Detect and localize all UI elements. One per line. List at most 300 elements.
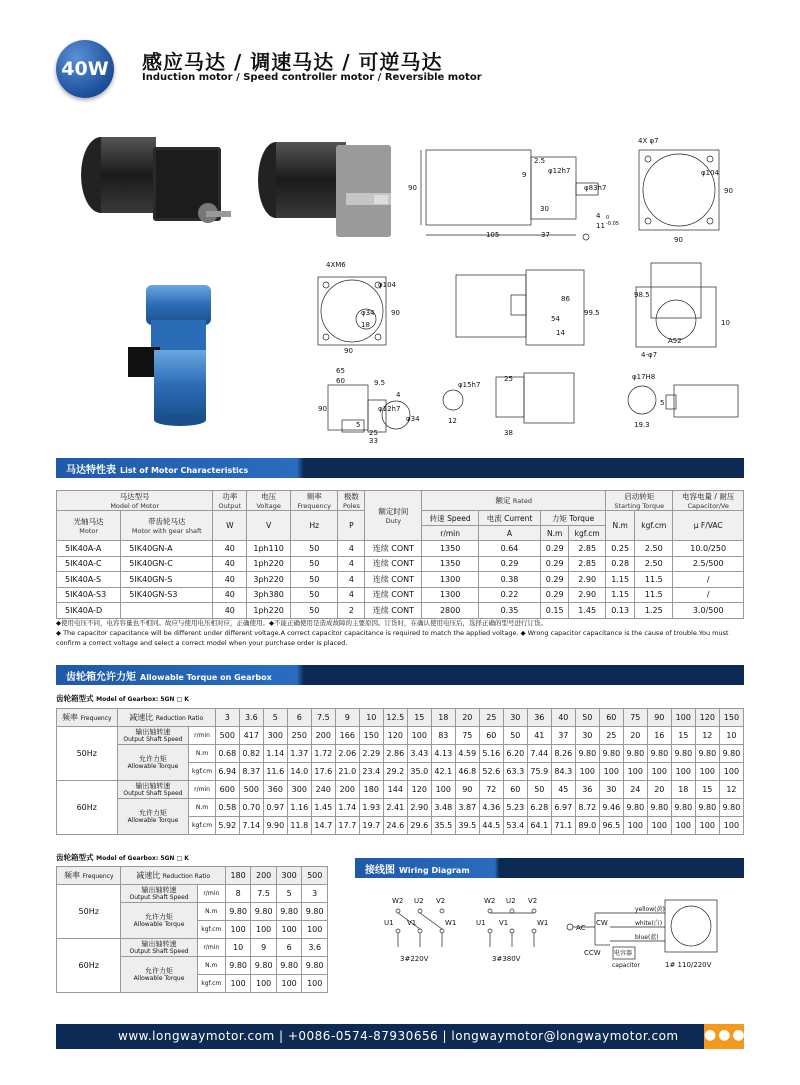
motor-side-drawing [421,150,598,235]
d1-30: 30 [540,205,549,213]
gearbox-value: 100 [599,763,623,781]
unit-cell: N.m [197,957,225,975]
gearbox-value: 1.74 [335,799,359,817]
gearbox-value: 100 [671,817,695,835]
gearbox-value: 75 [455,727,479,745]
gearbox-value: 30 [599,781,623,799]
motor-cell-hz: 50 [290,603,338,619]
motor-cell-cap: 10.0/250 [673,541,744,557]
motor-cell-nm: 0.29 [541,541,569,557]
gearbox-value: 15 [671,727,695,745]
unit-cell: r/min [189,781,216,799]
gearbox-value: 53.4 [503,817,527,835]
torque-label: 允许力矩 Allowable Torque [117,799,189,835]
gearbox-value: 2.06 [335,745,359,763]
motor-cell-cap: / [673,587,744,603]
motor-cell-snm: 1.15 [606,587,635,603]
gearbox-value: 2.29 [359,745,383,763]
speed-label: 输出轴转速 Output Shaft Speed [117,727,189,745]
page-title: 感应马达 / 调速马达 / 可逆马达 [142,50,443,74]
motor-cell-duty: 连续 CONT [365,541,422,557]
w-yellow: yellow(黄) [635,906,665,913]
motor-cell-w: 40 [213,572,247,588]
motor-cell-p: 4 [338,556,365,572]
gearbox-row [57,781,744,799]
gearbox-value: 46.8 [455,763,479,781]
gearbox-table-2 [56,866,328,993]
d1-37: 37 [541,231,550,239]
unit-cell: N.m [189,745,216,763]
d4-86: 86 [561,295,570,303]
motor-cell-cap: 2.5/500 [673,556,744,572]
gearbox-value: 200 [335,781,359,799]
gearbox-value: 100 [719,763,743,781]
gearbox-value: 100 [671,763,695,781]
speed-label: 输出轴转速 Output Shaft Speed [121,939,197,957]
gearbox-value: 2.41 [383,799,407,817]
motor-cell-speed: 2800 [422,603,479,619]
gearbox-value: 3.48 [431,799,455,817]
w-v2b: V2 [528,897,538,905]
motor-cell-duty: 连续 CONT [365,603,422,619]
motor-cell-nm: 0.29 [541,572,569,588]
motor-row [57,541,744,557]
gearbox-value: 180 [359,781,383,799]
d5-hole: 4-φ7 [641,351,658,359]
w-u2: U2 [414,897,424,905]
gearbox-value: 100 [276,975,302,993]
torque-label: 允许力矩 Allowable Torque [117,745,189,781]
gearbox-value: 1.14 [263,745,287,763]
motor-cell-cap: 3.0/500 [673,603,744,619]
d1-tol0: 0 [606,215,610,221]
motor-cell-w: 40 [213,556,247,572]
gearbox-value: 166 [335,727,359,745]
gearbox-value: 2.90 [407,799,431,817]
torque-label: 允许力矩 Allowable Torque [121,903,197,939]
gearbox-row [57,745,744,763]
d6-p34: φ34 [406,415,420,423]
unit-cell: N.m [197,903,225,921]
gearbox-value: 300 [263,727,287,745]
gearbox-value: 75.9 [527,763,551,781]
w-cap-cn: 电容器 [614,950,633,957]
unit-cell: N.m [189,799,216,817]
gearbox-value: 5.16 [479,745,503,763]
gearbox-value: 0.70 [239,799,263,817]
unit-rmin: r/min [422,526,479,541]
motor-cell-gear: 5IK40GN-C [121,556,213,572]
d6-60: 60 [336,377,345,385]
motor-cell-skgf: 1.25 [635,603,673,619]
d2-90a: 90 [724,187,733,195]
ratio-value: 6 [287,709,311,727]
gearbox-value: 9.80 [647,799,671,817]
ratio-value: 7.5 [311,709,335,727]
w-ccw: CCW [584,949,601,957]
th-rated: 额定 Rated [422,491,606,511]
ratio-value: 30 [503,709,527,727]
motor-cell-motor: 5IK40A-S3 [57,587,121,603]
d6-5: 5 [356,421,361,429]
ratio-value: 25 [479,709,503,727]
gearbox-value: 100 [407,727,431,745]
gearbox-value: 16 [647,727,671,745]
gearbox-value: 9.80 [623,799,647,817]
gearbox-value: 45 [551,781,575,799]
gearbox-section-cn: 齿轮箱允许力矩 [66,672,136,683]
motor-cell-p: 2 [338,603,365,619]
w-u2b: U2 [506,897,516,905]
gearbox-value: 9.80 [719,745,743,763]
motor-cell-skgf: 11.5 [635,572,673,588]
th-model: 马达型号 Model of Motor [57,491,213,511]
w-white: white(白) [635,920,663,927]
gearbox-value: 9.80 [225,957,251,975]
w-220: 3#220V [400,955,429,963]
d1-25: 2.5 [534,157,546,165]
gearbox-value: 500 [215,727,239,745]
motor-cell-p: 4 [338,541,365,557]
footer-bar [56,1024,747,1049]
gearbox-value: 20 [647,781,671,799]
gearbox-table-1 [56,708,744,835]
motor-cell-current: 0.29 [478,556,540,572]
motor-cell-snm: 0.28 [606,556,635,572]
d1-tol: -0.05 [606,221,619,227]
gearbox-value: 50 [527,781,551,799]
ratio-header: 减速比 Reduction Ratio [117,709,215,727]
motor-cell-hz: 50 [290,541,338,557]
unit-skgf: kgf.cm [635,511,673,541]
gearbox-value: 29.6 [407,817,431,835]
gearbox-value: 64.1 [527,817,551,835]
w-v2: V2 [436,897,446,905]
gearbox-value: 37 [551,727,575,745]
motor-cell-motor: 5IK40A-C [57,556,121,572]
motor-cell-w: 40 [213,541,247,557]
d6-25: 25 [369,429,378,437]
motor-cell-snm: 0.13 [606,603,635,619]
speed-label: 输出轴转速 Output Shaft Speed [121,885,197,903]
motor-cell-nm: 0.29 [541,556,569,572]
gearbox-value: 4.36 [479,799,503,817]
gear-motor-photo [81,137,231,223]
motor-cell-gear: 5IK40GN-S [121,572,213,588]
wiring-cn: 接线图 [365,865,395,876]
motor-row [57,603,744,619]
gearbox-value: 500 [239,781,263,799]
gearbox-value: 72 [479,781,503,799]
motor-row [57,587,744,603]
page-subtitle: Induction motor / Speed controller motor / Reversible motor [142,72,482,83]
bore-drawing [628,385,738,417]
motor-cell-kgf: 2.90 [569,587,606,603]
motor-row [57,556,744,572]
unit-kgfcm: kgf.cm [569,526,606,541]
d1-key: 4 [596,212,601,220]
gearbox-value: 100 [695,763,719,781]
motor-cell-kgf: 2.85 [569,541,606,557]
motor-cell-v: 3ph220 [247,572,291,588]
d3-90b: 90 [344,347,353,355]
unit-snm: N.m [606,511,635,541]
gearbox-value: 14.0 [287,763,311,781]
footer-contact: www.longwaymotor.com | +0086-0574-87930656 | longwaymotor@longwaymotor.com [118,1029,679,1043]
gearbox-front-drawing [318,277,386,345]
gearbox1-title: 齿轮箱型式 Model of Gearbox: 5GN □ K [56,694,189,703]
motor-cell-duty: 连续 CONT [365,556,422,572]
d6-95: 9.5 [374,379,386,387]
d6-33: 33 [369,437,378,445]
d7-p15: φ15h7 [458,381,481,389]
w-w2: W2 [392,897,404,905]
motor-cell-current: 0.35 [478,603,540,619]
gearbox-value: 360 [263,781,287,799]
ratio-value: 5 [263,709,287,727]
motor-cell-snm: 1.15 [606,572,635,588]
d3-18: 18 [361,321,370,329]
gearbox-value: 1.93 [359,799,383,817]
d7-38: 38 [504,429,513,437]
th-duty: 额定时间 Duty [365,491,422,541]
gearbox-value: 0.82 [239,745,263,763]
ratio-value: 300 [276,867,302,885]
gearbox-value: 600 [215,781,239,799]
motor-cell-gear [121,603,213,619]
gearbox-value: 5.92 [215,817,239,835]
gearbox-value: 0.97 [263,799,287,817]
wattage-badge: 40W [56,40,114,98]
d5-10: 10 [721,319,730,327]
motor-cell-kgf: 2.90 [569,572,606,588]
gearbox-value: 7.14 [239,817,263,835]
gearbox-value: 12 [695,727,719,745]
gearbox-value: 1.16 [287,799,311,817]
gearbox-torque-header [56,665,744,685]
motor-cell-motor: 5IK40A-A [57,541,121,557]
ratio-value: 9 [335,709,359,727]
gearbox-row [57,727,744,745]
gearbox-value: 3.43 [407,745,431,763]
ratio-value: 200 [251,867,277,885]
speed-control-motor-photo [128,285,211,426]
gearbox-value: 29.2 [383,763,407,781]
d4-14: 14 [556,329,565,337]
gearbox-value: 63.3 [503,763,527,781]
gearbox-value: 20 [623,727,647,745]
d6-90: 90 [318,405,327,413]
d3-m6: 4XM6 [326,261,346,269]
d8-5: 5 [660,399,665,407]
motor-cell-hz: 50 [290,572,338,588]
gearbox-value: 50 [503,727,527,745]
th-capacitor: 电容电量 / 耐压 Capacitor/Ve [673,491,744,511]
d1-p83: φ83h7 [584,184,607,192]
gearbox-value: 100 [623,763,647,781]
gearbox-value: 83 [431,727,455,745]
motor-cell-duty: 连续 CONT [365,587,422,603]
freq-header: 频率 Frequency [57,867,121,885]
w-u1b: U1 [476,919,486,927]
unit-hz: Hz [290,511,338,541]
gearbox-value: 3.87 [455,799,479,817]
gearbox-value: 9.80 [225,903,251,921]
unit-w: W [213,511,247,541]
gearbox-value: 30 [575,727,599,745]
motor-cell-current: 0.22 [478,587,540,603]
w-cw: CW [596,919,608,927]
gearbox-value: 9.80 [647,745,671,763]
motor-cell-cap: / [673,572,744,588]
unit-v: V [247,511,291,541]
capacitor-notes: ◆使用电压不同，电容容量也不相同。故应与使用电压相对应，正确使用。◆不能正确使用是造成故障的主要原因。订货时，在确认使用电压后，选择正确的型号进行订货。 ◆ The capacitor capacitance will be different under different voltage.A correct capacitor capacitance is required to match the applied voltage. ◆ Wrong capacitor capacitance is the cause of trouble.You must confirm a correct voltage and select a correct model when your purchase order is placed. [56,619,729,647]
gearbox-value: 240 [311,781,335,799]
unit-cell: r/min [189,727,216,745]
th-poles: 极数 Poles [338,491,365,511]
w-blue: blue(蓝) [635,934,659,941]
motor-cell-speed: 1350 [422,541,479,557]
gearbox-value: 24.6 [383,817,407,835]
gearbox-value: 250 [287,727,311,745]
gearbox-value: 6.28 [527,799,551,817]
motor-row [57,572,744,588]
d6-4: 4 [396,391,401,399]
d1-11: 11 [596,222,605,230]
gearbox-value: 9.80 [302,903,328,921]
motor-characteristics-header [56,458,744,478]
ratio-header: 减速比 Reduction Ratio [121,867,225,885]
gearbox-value: 42.1 [431,763,455,781]
gearbox-value: 8.26 [551,745,575,763]
d3-p34: φ34 [361,309,375,317]
speed-label: 输出轴转速 Output Shaft Speed [117,781,189,799]
gearbox-value: 100 [225,975,251,993]
freq-header: 频率 Frequency [57,709,118,727]
gearbox-value: 8.72 [575,799,599,817]
gearbox-value: 3.6 [302,939,328,957]
gearbox-value: 9 [251,939,277,957]
gearbox-value: 1.45 [311,799,335,817]
motor-cell-duty: 连续 CONT [365,572,422,588]
gearbox-value: 9.46 [599,799,623,817]
gearbox-value: 150 [359,727,383,745]
d6-65: 65 [336,367,345,375]
gearbox-value: 6.97 [551,799,575,817]
w-380: 3#380V [492,955,521,963]
th-plain-motor: 光轴马达 Motor [57,511,121,541]
motor-cell-current: 0.38 [478,572,540,588]
w-ac: AC [576,924,586,932]
ratio-value: 10 [359,709,383,727]
ratio-value: 90 [647,709,671,727]
gearbox-value: 4.13 [431,745,455,763]
th-current: 电流 Current [478,511,540,526]
gearbox-value: 89.0 [575,817,599,835]
gearbox-value: 9.80 [719,799,743,817]
gearbox-value: 14.7 [311,817,335,835]
gearbox-value: 3 [302,885,328,903]
th-torque: 力矩 Torque [541,511,606,526]
motor-cell-hz: 50 [290,587,338,603]
ratio-value: 60 [599,709,623,727]
gearbox-value: 6.94 [215,763,239,781]
motor-photo [258,142,391,237]
gearbox-row [57,939,328,957]
unit-p: P [338,511,365,541]
d7-12: 12 [448,417,457,425]
wiring-diagram [360,885,745,985]
gearbox-value: 9.80 [671,745,695,763]
gearbox-value: 10 [719,727,743,745]
gearbox-value: 23.4 [359,763,383,781]
gearbox-value: 6.20 [503,745,527,763]
gearbox-value: 9.80 [302,957,328,975]
gearbox-value: 17.7 [335,817,359,835]
ratio-value: 120 [695,709,719,727]
gearbox-value: 24 [623,781,647,799]
gearbox-value: 9.80 [251,903,277,921]
gearbox2-title: 齿轮箱型式 Model of Gearbox: 5GN □ K [56,853,189,862]
freq-cell: 60Hz [57,939,121,993]
gearbox-value: 60 [479,727,503,745]
d3-p104: φ104 [378,281,396,289]
th-gear-motor: 带齿轮马达 Motor with gear shaft [121,511,213,541]
gearbox-section-en: Allowable Torque on Gearbox [140,673,272,682]
unit-cell: r/min [197,885,225,903]
ratio-value: 36 [527,709,551,727]
motor-cell-kgf: 1.45 [569,603,606,619]
freq-cell: 60Hz [57,781,118,835]
gearbox-value: 9.80 [276,957,302,975]
d2-hole: 4X φ7 [638,137,659,145]
gearbox-value: 12 [719,781,743,799]
d2-p104: φ104 [701,169,719,177]
gearbox-value: 90 [455,781,479,799]
d7-25: 25 [504,375,513,383]
d1-9: 9 [522,171,527,179]
motor-cell-p: 4 [338,587,365,603]
ratio-value: 75 [623,709,647,727]
d8-193: 19.3 [634,421,650,429]
d4-995: 99.5 [584,309,600,317]
gearbox-value: 6 [276,939,302,957]
gearbox-value: 100 [251,921,277,939]
gearbox-value: 0.58 [215,799,239,817]
gearbox-row [57,885,328,903]
gearbox-value: 4.59 [455,745,479,763]
unit-a: A [478,526,540,541]
motor-cell-skgf: 2.50 [635,541,673,557]
gearbox-value: 35.0 [407,763,431,781]
w-v1b: V1 [499,919,509,927]
w-motor: 1# 110/220V [665,961,712,969]
ratio-value: 500 [302,867,328,885]
motor-cell-hz: 50 [290,556,338,572]
gearbox-value: 100 [225,921,251,939]
motor-cell-kgf: 2.85 [569,556,606,572]
torque-label: 允许力矩 Allowable Torque [121,957,197,993]
flange-front-drawing [639,150,719,230]
gearbox-row [57,799,744,817]
th-output: 功率 Output [213,491,247,511]
d1-p12: φ12h7 [548,167,571,175]
gearbox-value: 10 [225,939,251,957]
gearbox-value: 8.37 [239,763,263,781]
motor-cell-skgf: 11.5 [635,587,673,603]
motor-cell-p: 4 [338,572,365,588]
unit-nm: N.m [541,526,569,541]
